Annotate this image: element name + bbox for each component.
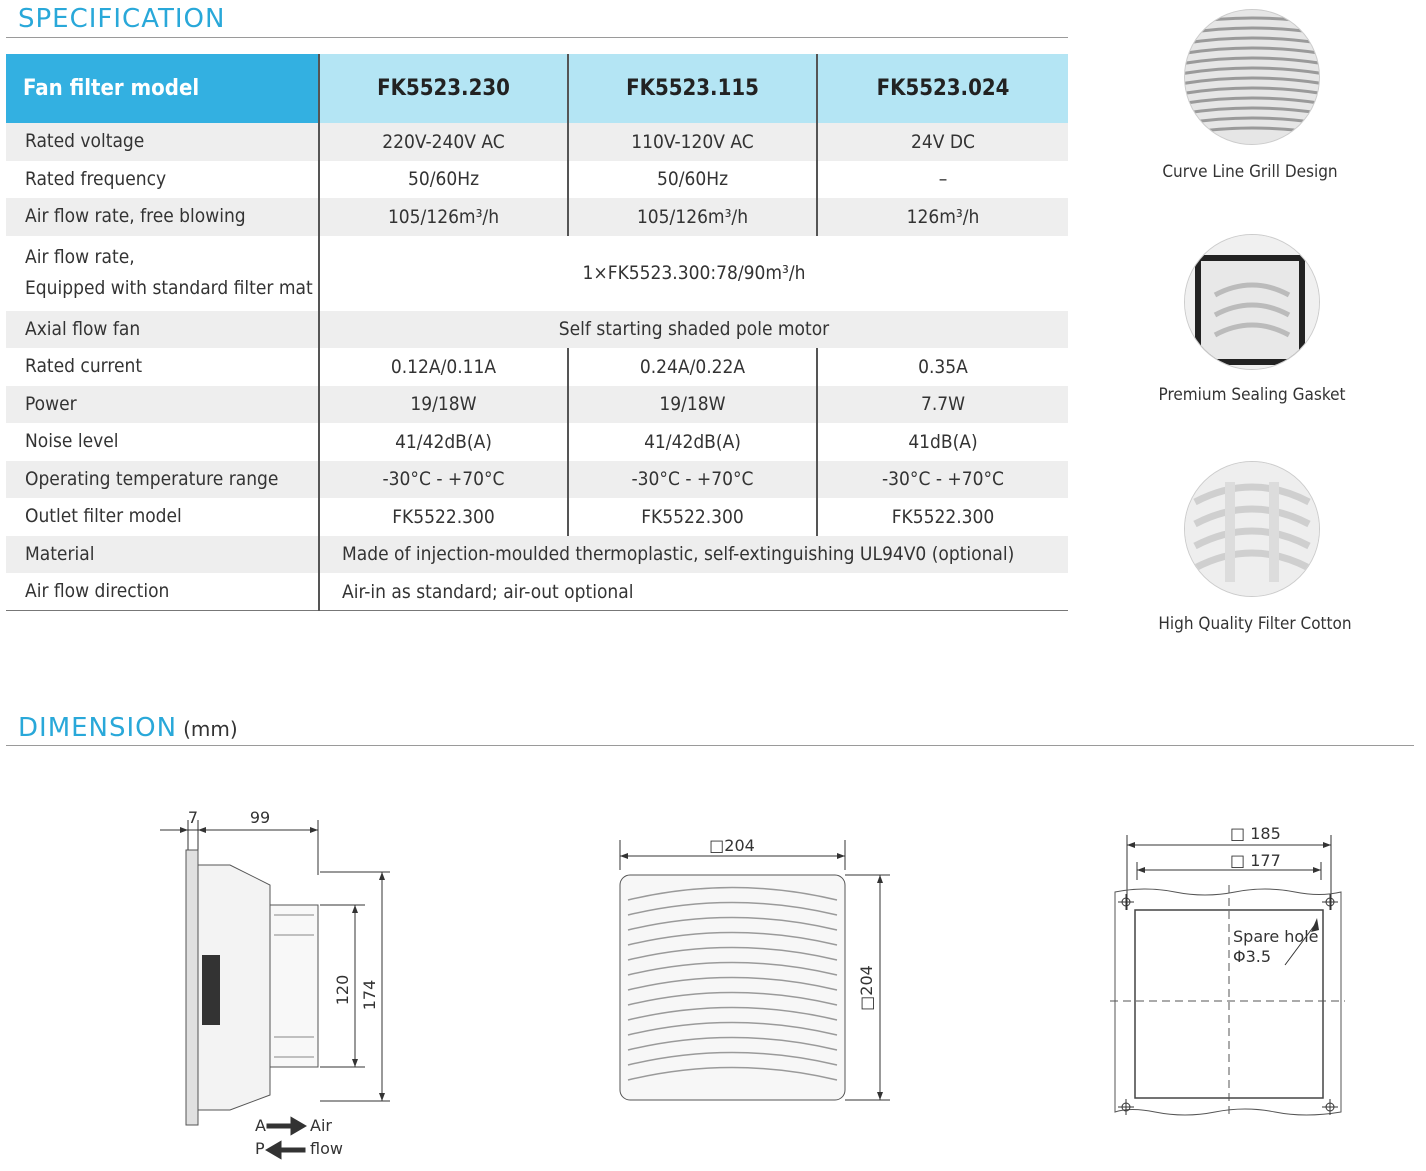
dimension-unit: (mm) (183, 717, 238, 741)
table-cell: -30°C - +70°C (882, 468, 1004, 491)
table-cell: FK5522.300 (319, 498, 568, 536)
specification-title: SPECIFICATION (18, 4, 226, 34)
table-cell: FK5522.300 (568, 498, 817, 536)
filter-cotton-icon (1184, 461, 1320, 597)
table-cell: 126m³/h (906, 205, 980, 228)
header-model-230: FK5523.230 (319, 54, 568, 123)
dim-174: 174 (360, 979, 379, 1011)
table-cell: 220V-240V AC (319, 123, 568, 161)
spec-header-row (6, 54, 1068, 123)
table-row (6, 123, 1068, 161)
row-label (6, 236, 319, 311)
table-cell: -30°C - +70°C (319, 461, 568, 499)
gasket-icon (1184, 234, 1320, 370)
feature-caption: High Quality Filter Cotton (1158, 614, 1352, 634)
dim-185: □ 185 (1230, 824, 1281, 843)
dimension-title (18, 713, 238, 743)
table-row (6, 536, 1068, 574)
row-label: Operating temperature range (6, 461, 319, 499)
table-cell: 0.24A/0.22A (568, 348, 817, 386)
front-view-drawing (610, 830, 900, 1110)
table-row (6, 423, 1068, 461)
row-label: Rated frequency (6, 161, 319, 199)
table-cell: 41dB(A) (908, 430, 978, 453)
spare-hole-diameter: Φ3.5 (1233, 947, 1272, 966)
row-label: Air flow rate, free blowing (6, 198, 319, 236)
table-cell: 0.12A/0.11A (319, 348, 568, 386)
row-label: Outlet filter model (6, 498, 319, 536)
air-in-arrow-icon (268, 1119, 304, 1133)
feature-caption: Premium Sealing Gasket (1158, 385, 1346, 405)
table-cell: – (938, 168, 948, 191)
row-label-line1: Air flow rate, (25, 246, 135, 268)
table-cell-merged: Self starting shaded pole motor (558, 318, 830, 341)
header-model-label: Fan filter model (6, 54, 319, 123)
table-row (6, 573, 1068, 611)
dim-177: □ 177 (1230, 851, 1281, 870)
grill-icon (1184, 9, 1320, 145)
dimension-title-text: DIMENSION (18, 713, 178, 743)
table-cell-merged: 1×FK5523.300:78/90m³/h (582, 262, 806, 284)
row-label: Rated current (6, 348, 319, 386)
row-label: Axial flow fan (6, 311, 319, 349)
table-row (6, 348, 1068, 386)
legend-air: Air (310, 1116, 332, 1135)
header-model-115: FK5523.115 (568, 54, 817, 123)
table-row (6, 236, 1068, 311)
table-cell: 50/60Hz (319, 161, 568, 199)
row-label: Power (6, 386, 319, 424)
table-row (6, 461, 1068, 499)
dim-front-width: □204 (709, 836, 755, 855)
spec-table (6, 54, 1068, 611)
dim-120: 120 (333, 974, 352, 1006)
table-cell-merged: Made of injection-moulded thermoplastic, self-extinguishing UL94V0 (optional) (342, 543, 1015, 566)
table-cell: 24V DC (911, 130, 975, 153)
dimension-title-rule (6, 745, 1414, 746)
table-cell: 50/60Hz (568, 161, 817, 199)
table-cell: 7.7W (920, 393, 966, 416)
table-row (6, 386, 1068, 424)
header-model-024: FK5523.024 (817, 54, 1068, 123)
table-cell: FK5522.300 (891, 505, 995, 528)
dim-front-height: □204 (857, 965, 876, 1011)
spare-hole-label: Spare hole (1233, 927, 1319, 946)
side-view-drawing (150, 805, 410, 1165)
legend-p: P (255, 1139, 265, 1158)
table-cell: 41/42dB(A) (568, 423, 817, 461)
table-row (6, 498, 1068, 536)
row-label: Air flow direction (6, 573, 319, 611)
row-label-line2: Equipped with standard filter mat (25, 277, 313, 299)
table-cell: 105/126m³/h (568, 198, 817, 236)
table-cell: -30°C - +70°C (568, 461, 817, 499)
table-cell: 19/18W (319, 386, 568, 424)
dim-7: 7 (187, 808, 199, 827)
table-cell: 105/126m³/h (319, 198, 568, 236)
feature-caption: Curve Line Grill Design (1162, 162, 1338, 182)
table-cell-merged: Air-in as standard; air-out optional (319, 573, 1068, 611)
table-row (6, 161, 1068, 199)
air-out-arrow-icon (268, 1143, 304, 1157)
legend-a: A (255, 1116, 266, 1135)
dim-99: 99 (249, 808, 271, 827)
table-row (6, 198, 1068, 236)
table-cell: 110V-120V AC (568, 123, 817, 161)
row-label: Rated voltage (6, 123, 319, 161)
legend-flow: flow (310, 1139, 343, 1158)
table-cell: 41/42dB(A) (319, 423, 568, 461)
table-cell: 0.35A (918, 355, 968, 378)
cutout-view-drawing (1105, 820, 1365, 1120)
spec-title-rule (6, 37, 1068, 38)
table-row (6, 311, 1068, 349)
table-cell: 19/18W (568, 386, 817, 424)
row-label: Material (6, 536, 319, 574)
row-label: Noise level (6, 423, 319, 461)
